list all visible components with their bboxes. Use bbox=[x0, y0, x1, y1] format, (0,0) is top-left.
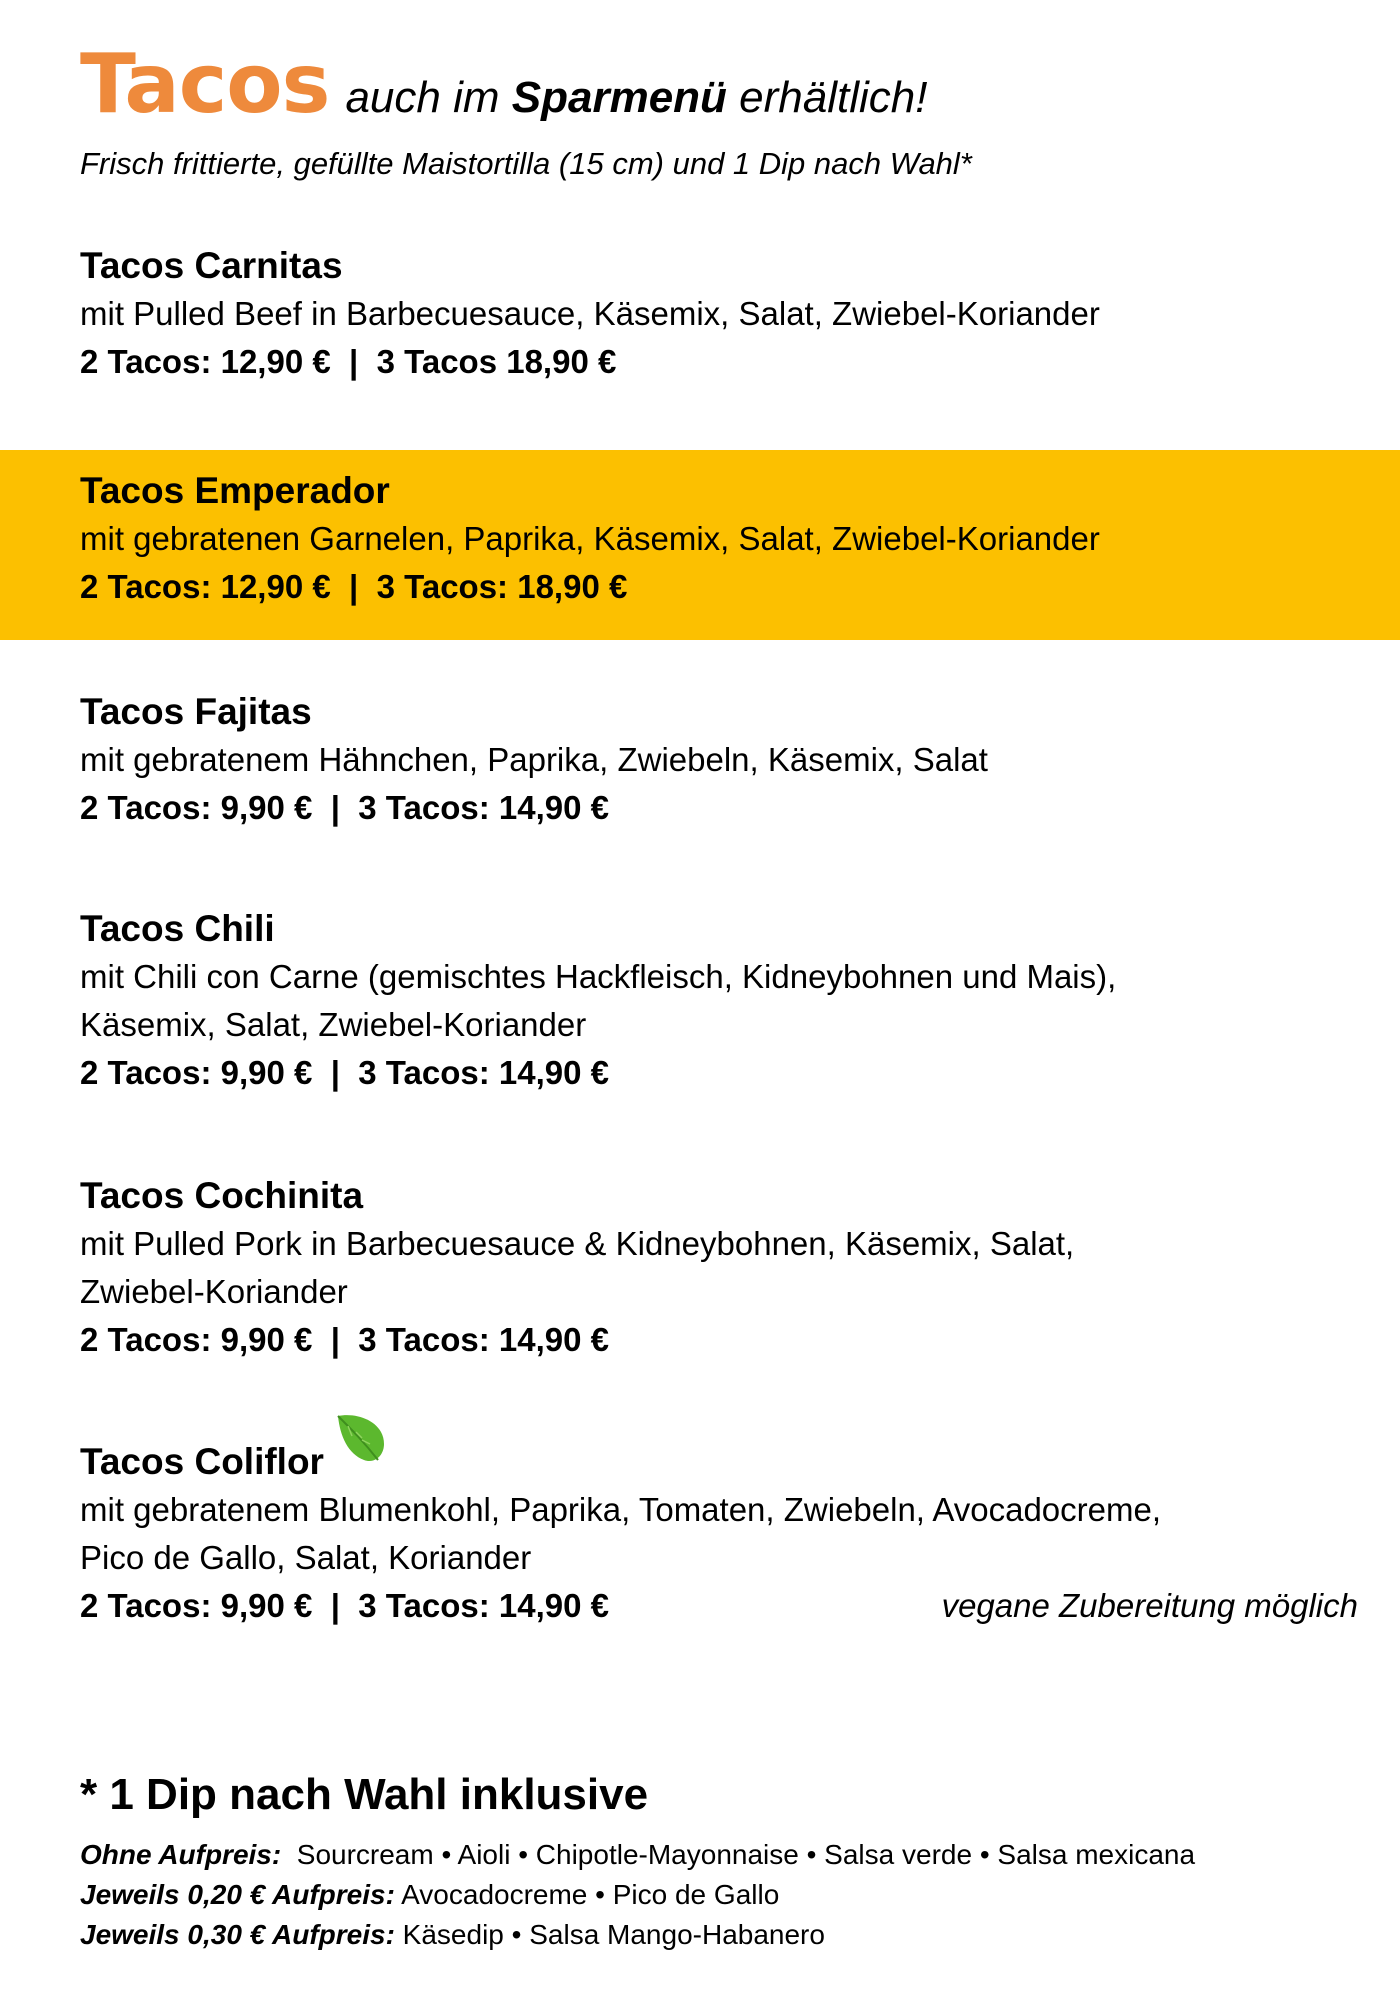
subtitle: Frisch frittierte, gefüllte Maistortilla (15 cm) und 1 Dip nach Wahl* bbox=[80, 146, 972, 181]
item-name: Tacos Emperador bbox=[80, 470, 390, 511]
item-description-line-2: Käsemix, Salat, Zwiebel-Koriander bbox=[80, 1006, 587, 1043]
title-line bbox=[80, 37, 1360, 132]
item-price: 2 Tacos: 9,90 € | 3 Tacos: 14,90 € bbox=[80, 1054, 609, 1091]
title-prefix: auch im bbox=[345, 73, 500, 122]
item-description-line-2: Pico de Gallo, Salat, Koriander bbox=[80, 1539, 532, 1576]
dips-options: Käsedip • Salsa Mango-Habanero bbox=[402, 1919, 825, 1950]
item-description-line-2: Zwiebel-Koriander bbox=[80, 1273, 348, 1310]
item-name: Tacos Fajitas bbox=[80, 691, 312, 732]
item-description: mit Pulled Beef in Barbecuesauce, Käsemix, Salat, Zwiebel-Koriander bbox=[80, 295, 1100, 332]
item-name: Tacos Coliflor bbox=[80, 1441, 324, 1482]
menu-item-fajitas bbox=[0, 688, 1400, 832]
dips-options: Sourcream • Aioli • Chipotle-Mayonnaise • Salsa verde • Salsa mexicana bbox=[296, 1839, 1196, 1870]
menu-item-chili bbox=[0, 905, 1400, 1097]
vegan-note: vegane Zubereitung möglich bbox=[941, 1587, 1358, 1624]
dips-label: Jeweils 0,30 € Aufpreis: bbox=[80, 1919, 395, 1950]
item-name: Tacos Cochinita bbox=[80, 1175, 364, 1216]
item-description-line-1: mit gebratenem Blumenkohl, Paprika, Tomaten, Zwiebeln, Avocadocreme, bbox=[80, 1491, 1162, 1528]
menu-header bbox=[80, 37, 1360, 182]
item-description: mit gebratenen Garnelen, Paprika, Käsemix, Salat, Zwiebel-Koriander bbox=[80, 520, 1100, 557]
item-name: Tacos Carnitas bbox=[80, 245, 343, 286]
item-name-row bbox=[80, 1438, 1360, 1486]
dips-line-free bbox=[80, 1835, 1360, 1875]
dips-label: Ohne Aufpreis: bbox=[80, 1839, 282, 1870]
item-description-line-1: mit Pulled Pork in Barbecuesauce & Kidneybohnen, Käsemix, Salat, bbox=[80, 1225, 1075, 1262]
menu-item-coliflor bbox=[0, 1438, 1400, 1630]
item-price: 2 Tacos: 12,90 € | 3 Tacos: 18,90 € bbox=[80, 568, 628, 605]
dips-options: Avocadocreme • Pico de Gallo bbox=[401, 1879, 780, 1910]
menu-item-cochinita bbox=[0, 1172, 1400, 1364]
title-tagline bbox=[345, 73, 927, 122]
dips-line-030 bbox=[80, 1915, 1360, 1955]
item-price: 2 Tacos: 9,90 € | 3 Tacos: 14,90 € bbox=[80, 1321, 609, 1358]
dips-line-020 bbox=[80, 1875, 1360, 1915]
dips-title: * 1 Dip nach Wahl inklusive bbox=[80, 1770, 649, 1819]
item-price: 2 Tacos: 12,90 € | 3 Tacos 18,90 € bbox=[80, 343, 617, 380]
menu-item-carnitas bbox=[0, 242, 1400, 386]
title-suffix: erhältlich! bbox=[739, 73, 928, 122]
item-description-line-1: mit Chili con Carne (gemischtes Hackfleisch, Kidneybohnen und Mais), bbox=[80, 958, 1117, 995]
dips-label: Jeweils 0,20 € Aufpreis: bbox=[80, 1879, 395, 1910]
item-price: 2 Tacos: 9,90 € | 3 Tacos: 14,90 € bbox=[80, 789, 609, 826]
leaf-icon bbox=[334, 1410, 390, 1478]
dips-section bbox=[80, 1765, 1360, 1955]
item-description: mit gebratenem Hähnchen, Paprika, Zwiebeln, Käsemix, Salat bbox=[80, 741, 988, 778]
item-name: Tacos Chili bbox=[80, 908, 275, 949]
item-price: 2 Tacos: 9,90 € | 3 Tacos: 14,90 € bbox=[80, 1587, 609, 1624]
menu-item-emperador bbox=[0, 450, 1400, 640]
title-bold: Sparmenü bbox=[511, 73, 727, 122]
page-title: Tacos bbox=[80, 37, 330, 132]
